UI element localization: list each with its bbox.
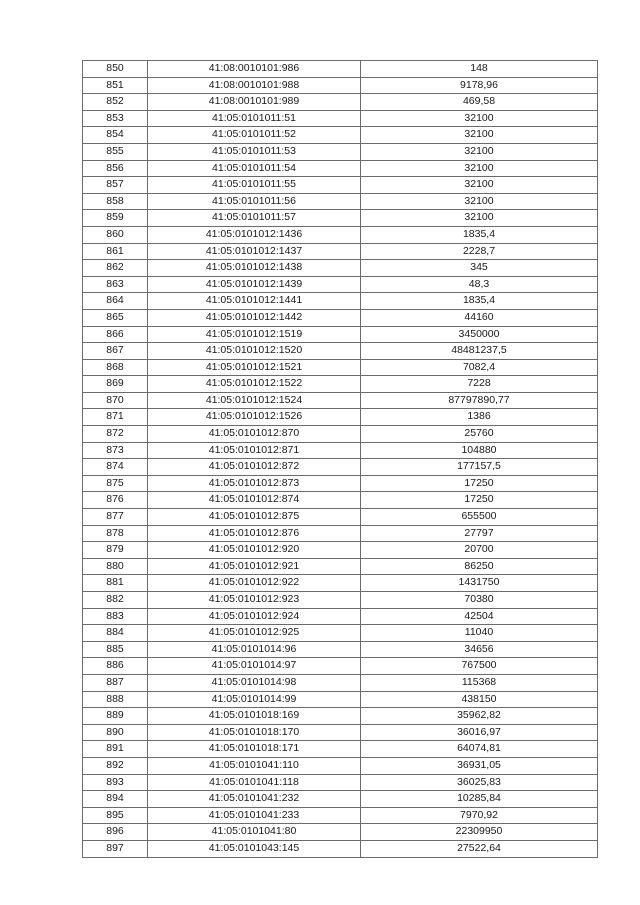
value-cell: 10285,84: [361, 791, 598, 808]
cadastral-number-cell: 41:05:0101012:1439: [148, 276, 361, 293]
table-row: [83, 757, 598, 774]
table-row: [83, 343, 598, 360]
cadastral-number-cell: 41:08:0010101:986: [148, 61, 361, 78]
value-cell: 70380: [361, 592, 598, 609]
row-number-cell: 858: [83, 193, 148, 210]
value-cell: 32100: [361, 127, 598, 144]
cadastral-number-cell: 41:05:0101012:872: [148, 459, 361, 476]
document-page: [82, 60, 597, 858]
value-cell: 17250: [361, 475, 598, 492]
value-cell: 104880: [361, 442, 598, 459]
cadastral-number-cell: 41:05:0101012:871: [148, 442, 361, 459]
table-row: [83, 641, 598, 658]
row-number-cell: 862: [83, 260, 148, 277]
cadastral-number-cell: 41:05:0101012:924: [148, 608, 361, 625]
table-row: [83, 575, 598, 592]
cadastral-number-cell: 41:05:0101012:923: [148, 592, 361, 609]
row-number-cell: 852: [83, 94, 148, 111]
cadastral-number-cell: 41:05:0101012:1526: [148, 409, 361, 426]
table-row: [83, 492, 598, 509]
cadastral-number-cell: 41:08:0010101:988: [148, 77, 361, 94]
cadastral-number-cell: 41:05:0101012:1519: [148, 326, 361, 343]
table-row: [83, 409, 598, 426]
cadastral-number-cell: 41:05:0101012:1437: [148, 243, 361, 260]
row-number-cell: 875: [83, 475, 148, 492]
row-number-cell: 853: [83, 110, 148, 127]
value-cell: 44160: [361, 309, 598, 326]
row-number-cell: 892: [83, 757, 148, 774]
cadastral-number-cell: 41:05:0101012:1521: [148, 359, 361, 376]
table-row: [83, 608, 598, 625]
row-number-cell: 871: [83, 409, 148, 426]
row-number-cell: 876: [83, 492, 148, 509]
row-number-cell: 887: [83, 674, 148, 691]
value-cell: 7082,4: [361, 359, 598, 376]
cadastral-number-cell: 41:05:0101012:921: [148, 558, 361, 575]
table-row: [83, 525, 598, 542]
row-number-cell: 891: [83, 741, 148, 758]
row-number-cell: 868: [83, 359, 148, 376]
cadastral-number-cell: 41:05:0101012:1441: [148, 293, 361, 310]
table-row: [83, 475, 598, 492]
table-row: [83, 625, 598, 642]
table-row: [83, 77, 598, 94]
cadastral-table: [82, 60, 598, 858]
row-number-cell: 865: [83, 309, 148, 326]
value-cell: 32100: [361, 143, 598, 160]
table-row: [83, 143, 598, 160]
value-cell: 64074,81: [361, 741, 598, 758]
cadastral-number-cell: 41:05:0101043:145: [148, 840, 361, 857]
row-number-cell: 870: [83, 392, 148, 409]
cadastral-number-cell: 41:05:0101012:925: [148, 625, 361, 642]
value-cell: 48,3: [361, 276, 598, 293]
cadastral-number-cell: 41:05:0101012:876: [148, 525, 361, 542]
cadastral-number-cell: 41:05:0101014:99: [148, 691, 361, 708]
table-row: [83, 309, 598, 326]
table-row: [83, 376, 598, 393]
value-cell: 87797890,77: [361, 392, 598, 409]
table-row: [83, 210, 598, 227]
cadastral-number-cell: 41:05:0101018:171: [148, 741, 361, 758]
table-row: [83, 293, 598, 310]
cadastral-number-cell: 41:05:0101012:1436: [148, 226, 361, 243]
row-number-cell: 886: [83, 658, 148, 675]
row-number-cell: 867: [83, 343, 148, 360]
cadastral-number-cell: 41:05:0101014:96: [148, 641, 361, 658]
table-row: [83, 276, 598, 293]
value-cell: 34656: [361, 641, 598, 658]
cadastral-number-cell: 41:05:0101012:1524: [148, 392, 361, 409]
cadastral-number-cell: 41:05:0101012:873: [148, 475, 361, 492]
value-cell: 32100: [361, 160, 598, 177]
row-number-cell: 851: [83, 77, 148, 94]
cadastral-number-cell: 41:05:0101012:920: [148, 542, 361, 559]
cadastral-number-cell: 41:05:0101011:55: [148, 177, 361, 194]
value-cell: 2228,7: [361, 243, 598, 260]
row-number-cell: 866: [83, 326, 148, 343]
row-number-cell: 861: [83, 243, 148, 260]
value-cell: 32100: [361, 193, 598, 210]
cadastral-number-cell: 41:05:0101011:56: [148, 193, 361, 210]
value-cell: 22309950: [361, 824, 598, 841]
row-number-cell: 864: [83, 293, 148, 310]
table-row: [83, 392, 598, 409]
table-row: [83, 558, 598, 575]
cadastral-number-cell: 41:05:0101012:870: [148, 426, 361, 443]
cadastral-number-cell: 41:05:0101012:1438: [148, 260, 361, 277]
value-cell: 36931,05: [361, 757, 598, 774]
table-row: [83, 110, 598, 127]
table-row: [83, 774, 598, 791]
value-cell: 35962,82: [361, 708, 598, 725]
value-cell: 27522,64: [361, 840, 598, 857]
row-number-cell: 884: [83, 625, 148, 642]
value-cell: 17250: [361, 492, 598, 509]
cadastral-number-cell: 41:05:0101012:1442: [148, 309, 361, 326]
cadastral-number-cell: 41:05:0101012:922: [148, 575, 361, 592]
cadastral-number-cell: 41:05:0101041:233: [148, 807, 361, 824]
table-row: [83, 724, 598, 741]
row-number-cell: 879: [83, 542, 148, 559]
table-row: [83, 674, 598, 691]
cadastral-number-cell: 41:05:0101041:110: [148, 757, 361, 774]
row-number-cell: 872: [83, 426, 148, 443]
value-cell: 148: [361, 61, 598, 78]
table-row: [83, 807, 598, 824]
row-number-cell: 873: [83, 442, 148, 459]
table-row: [83, 326, 598, 343]
cadastral-number-cell: 41:05:0101018:170: [148, 724, 361, 741]
table-row: [83, 359, 598, 376]
table-row: [83, 193, 598, 210]
value-cell: 767500: [361, 658, 598, 675]
value-cell: 438150: [361, 691, 598, 708]
cadastral-number-cell: 41:05:0101014:98: [148, 674, 361, 691]
table-row: [83, 177, 598, 194]
table-row: [83, 243, 598, 260]
table-row: [83, 160, 598, 177]
row-number-cell: 888: [83, 691, 148, 708]
cadastral-number-cell: 41:08:0010101:989: [148, 94, 361, 111]
value-cell: 177157,5: [361, 459, 598, 476]
table-row: [83, 509, 598, 526]
row-number-cell: 883: [83, 608, 148, 625]
cadastral-number-cell: 41:05:0101041:232: [148, 791, 361, 808]
cadastral-number-cell: 41:05:0101018:169: [148, 708, 361, 725]
value-cell: 36016,97: [361, 724, 598, 741]
row-number-cell: 863: [83, 276, 148, 293]
row-number-cell: 855: [83, 143, 148, 160]
table-row: [83, 741, 598, 758]
row-number-cell: 856: [83, 160, 148, 177]
row-number-cell: 894: [83, 791, 148, 808]
value-cell: 1835,4: [361, 293, 598, 310]
value-cell: 25760: [361, 426, 598, 443]
row-number-cell: 890: [83, 724, 148, 741]
table-row: [83, 708, 598, 725]
cadastral-number-cell: 41:05:0101041:118: [148, 774, 361, 791]
cadastral-number-cell: 41:05:0101012:1520: [148, 343, 361, 360]
cadastral-number-cell: 41:05:0101012:874: [148, 492, 361, 509]
row-number-cell: 859: [83, 210, 148, 227]
row-number-cell: 896: [83, 824, 148, 841]
cadastral-number-cell: 41:05:0101011:52: [148, 127, 361, 144]
cadastral-number-cell: 41:05:0101041:80: [148, 824, 361, 841]
table-row: [83, 127, 598, 144]
cadastral-number-cell: 41:05:0101012:875: [148, 509, 361, 526]
value-cell: 42504: [361, 608, 598, 625]
value-cell: 32100: [361, 177, 598, 194]
value-cell: 48481237,5: [361, 343, 598, 360]
cadastral-number-cell: 41:05:0101011:54: [148, 160, 361, 177]
table-row: [83, 260, 598, 277]
table-row: [83, 61, 598, 78]
table-row: [83, 94, 598, 111]
row-number-cell: 880: [83, 558, 148, 575]
value-cell: 1386: [361, 409, 598, 426]
cadastral-number-cell: 41:05:0101011:51: [148, 110, 361, 127]
row-number-cell: 878: [83, 525, 148, 542]
value-cell: 20700: [361, 542, 598, 559]
row-number-cell: 850: [83, 61, 148, 78]
row-number-cell: 885: [83, 641, 148, 658]
value-cell: 3450000: [361, 326, 598, 343]
value-cell: 115368: [361, 674, 598, 691]
table-row: [83, 226, 598, 243]
row-number-cell: 877: [83, 509, 148, 526]
row-number-cell: 860: [83, 226, 148, 243]
cadastral-number-cell: 41:05:0101014:97: [148, 658, 361, 675]
table-row: [83, 658, 598, 675]
value-cell: 9178,96: [361, 77, 598, 94]
value-cell: 1835,4: [361, 226, 598, 243]
row-number-cell: 897: [83, 840, 148, 857]
row-number-cell: 881: [83, 575, 148, 592]
row-number-cell: 882: [83, 592, 148, 609]
value-cell: 655500: [361, 509, 598, 526]
row-number-cell: 857: [83, 177, 148, 194]
table-row: [83, 542, 598, 559]
table-row: [83, 691, 598, 708]
table-row: [83, 824, 598, 841]
row-number-cell: 895: [83, 807, 148, 824]
cadastral-number-cell: 41:05:0101011:53: [148, 143, 361, 160]
row-number-cell: 874: [83, 459, 148, 476]
value-cell: 36025,83: [361, 774, 598, 791]
value-cell: 32100: [361, 210, 598, 227]
row-number-cell: 893: [83, 774, 148, 791]
value-cell: 1431750: [361, 575, 598, 592]
row-number-cell: 889: [83, 708, 148, 725]
table-row: [83, 791, 598, 808]
value-cell: 11040: [361, 625, 598, 642]
value-cell: 27797: [361, 525, 598, 542]
table-row: [83, 442, 598, 459]
cadastral-number-cell: 41:05:0101012:1522: [148, 376, 361, 393]
value-cell: 469,58: [361, 94, 598, 111]
value-cell: 7970,92: [361, 807, 598, 824]
value-cell: 86250: [361, 558, 598, 575]
cadastral-number-cell: 41:05:0101011:57: [148, 210, 361, 227]
table-row: [83, 459, 598, 476]
value-cell: 345: [361, 260, 598, 277]
table-row: [83, 426, 598, 443]
row-number-cell: 854: [83, 127, 148, 144]
table-body: [83, 61, 598, 858]
row-number-cell: 869: [83, 376, 148, 393]
table-row: [83, 840, 598, 857]
value-cell: 7228: [361, 376, 598, 393]
table-row: [83, 592, 598, 609]
value-cell: 32100: [361, 110, 598, 127]
